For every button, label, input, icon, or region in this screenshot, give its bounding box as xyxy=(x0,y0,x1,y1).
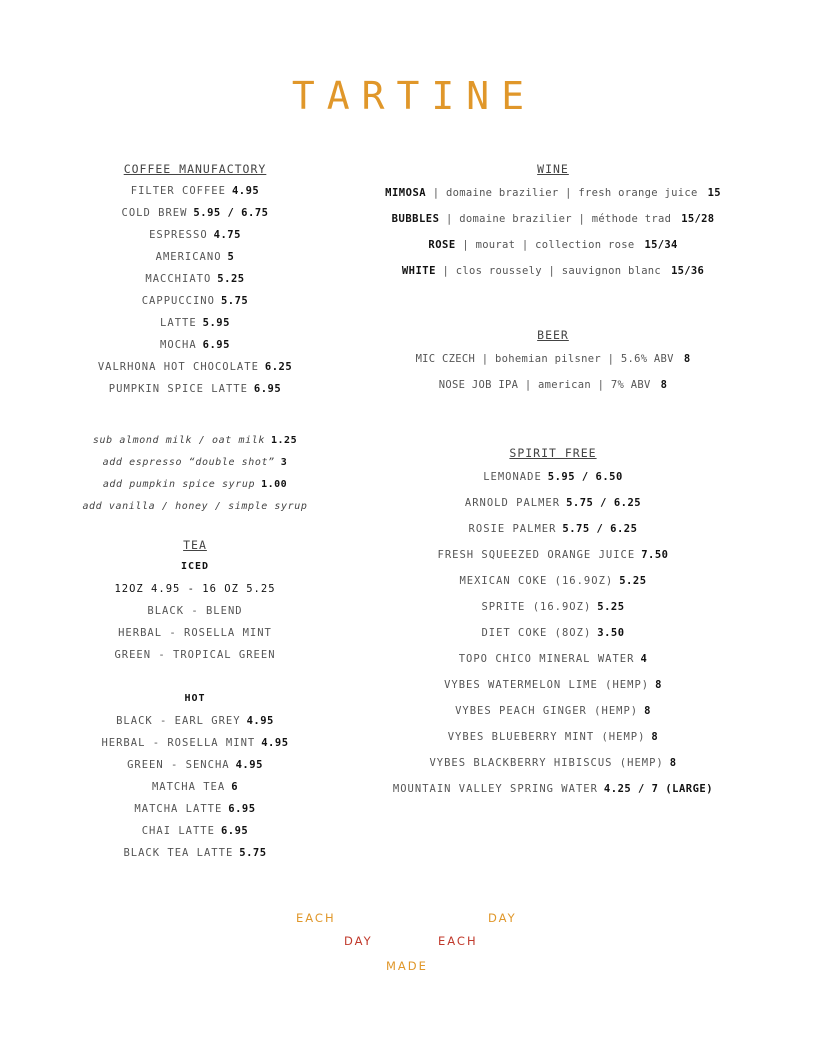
spirit-free-item-price: 8 xyxy=(651,731,659,743)
beer-list xyxy=(340,346,766,398)
spirit-free-item xyxy=(340,542,766,568)
spirit-free-item-price: 5.25 xyxy=(597,601,625,613)
addon-item-price: 1.00 xyxy=(261,479,288,490)
tea-iced-sizes: 12OZ 4.95 - 16 OZ 5.25 xyxy=(114,583,276,595)
tea-hot-label: HOT xyxy=(184,693,206,704)
wine-item-desc: | mourat | collection rose xyxy=(455,239,635,251)
spirit-free-item-price: 7.50 xyxy=(641,549,669,561)
coffee-item-name: FILTER COFFEE xyxy=(130,185,226,197)
coffee-item-name: ESPRESSO xyxy=(149,229,208,241)
wine-item-name: MIMOSA xyxy=(385,187,427,199)
addon-item xyxy=(60,496,330,518)
wine-item-name: WHITE xyxy=(401,265,436,277)
coffee-item xyxy=(60,356,330,378)
addon-item-price: 1.25 xyxy=(271,435,298,446)
iced-tea-item: GREEN - TROPICAL GREEN xyxy=(114,649,276,661)
wine-heading: WINE xyxy=(537,162,569,176)
beer-item-name: NOSE JOB IPA | american | 7% ABV xyxy=(438,379,651,391)
hot-tea-item xyxy=(60,732,330,754)
hot-tea-item-name: BLACK - EARL GREY xyxy=(116,715,241,727)
spirit-free-item-name: VYBES BLUEBERRY MINT (HEMP) xyxy=(447,731,646,743)
hot-tea-list xyxy=(60,710,330,864)
spirit-free-item xyxy=(340,568,766,594)
wine-item xyxy=(340,180,766,206)
hot-tea-item-name: CHAI LATTE xyxy=(141,825,215,837)
spirit-free-item-price: 5.75 / 6.25 xyxy=(566,497,642,509)
coffee-item xyxy=(60,334,330,356)
hot-tea-item-name: MATCHA TEA xyxy=(151,781,226,793)
spirit-free-item-name: DIET COKE (8OZ) xyxy=(481,627,592,639)
wine-item-desc: | domaine brazilier | fresh orange juice xyxy=(426,187,698,199)
footer-word-each-middle: EACH xyxy=(438,934,478,948)
spirit-free-item xyxy=(340,672,766,698)
hot-tea-item xyxy=(60,776,330,798)
coffee-item xyxy=(60,202,330,224)
wine-item-desc: | domaine brazilier | méthode trad xyxy=(439,213,672,225)
addon-item xyxy=(60,430,330,452)
coffee-item-price: 5.95 / 6.75 xyxy=(193,207,269,219)
spirit-free-item xyxy=(340,698,766,724)
beer-item-price: 8 xyxy=(683,353,691,365)
spirit-free-item-name: SPRITE (16.9OZ) xyxy=(481,601,592,613)
addon-item xyxy=(60,452,330,474)
spirit-free-item-name: TOPO CHICO MINERAL WATER xyxy=(458,653,635,665)
coffee-list xyxy=(60,180,330,400)
footer-word-each-top: EACH xyxy=(296,911,336,925)
wine-item-desc: | clos roussely | sauvignon blanc xyxy=(435,265,662,277)
hot-tea-item xyxy=(60,754,330,776)
spirit-free-item-price: 8 xyxy=(655,679,662,691)
beer-item xyxy=(340,372,766,398)
spirit-free-item xyxy=(340,516,766,542)
spirit-free-item xyxy=(340,750,766,776)
wine-list xyxy=(340,180,766,284)
beer-heading: BEER xyxy=(537,328,569,342)
spirit-free-item xyxy=(340,620,766,646)
hot-tea-item-price: 6.95 xyxy=(228,803,256,815)
spirit-free-item-price: 5.95 / 6.50 xyxy=(547,471,623,483)
coffee-item-name: PUMPKIN SPICE LATTE xyxy=(108,383,248,395)
hot-tea-item-price: 6.95 xyxy=(220,825,249,837)
hot-tea-item xyxy=(60,798,330,820)
spirit-free-item-price: 4 xyxy=(640,653,648,665)
wine-item-price: 15/34 xyxy=(644,239,678,251)
hot-tea-item-name: HERBAL - ROSELLA MINT xyxy=(101,737,256,749)
addons-section xyxy=(60,430,330,518)
addon-item-name: add espresso “double shot” xyxy=(102,457,275,468)
beer-section xyxy=(340,324,766,398)
hot-tea-item-price: 4.95 xyxy=(246,715,274,727)
coffee-item-name: CAPPUCCINO xyxy=(141,295,215,307)
coffee-item-name: MOCHA xyxy=(160,339,197,351)
coffee-item-price: 4.75 xyxy=(213,229,241,241)
coffee-item-name: VALRHONA HOT CHOCOLATE xyxy=(97,361,259,373)
coffee-item-price: 6.25 xyxy=(264,361,293,373)
iced-tea-item: HERBAL - ROSELLA MINT xyxy=(118,627,272,639)
footer-word-made: MADE xyxy=(386,959,428,973)
coffee-item-price: 5.75 xyxy=(220,295,249,307)
coffee-heading: COFFEE MANUFACTORY xyxy=(123,162,267,176)
hot-tea-item xyxy=(60,820,330,842)
spirit-free-item xyxy=(340,464,766,490)
beer-item-price: 8 xyxy=(660,379,668,391)
footer-word-day-middle: DAY xyxy=(344,934,373,948)
coffee-item-price: 6.95 xyxy=(202,339,230,351)
coffee-item xyxy=(60,378,330,400)
coffee-item-name: LATTE xyxy=(160,317,197,329)
coffee-item xyxy=(60,290,330,312)
spirit-free-item-name: VYBES BLACKBERRY HIBISCUS (HEMP) xyxy=(429,757,664,769)
spirit-free-item-name: MOUNTAIN VALLEY SPRING WATER xyxy=(392,783,598,795)
beer-item xyxy=(340,346,766,372)
coffee-item-price: 6.95 xyxy=(253,383,282,395)
addon-item-name: sub almond milk / oat milk xyxy=(92,435,266,446)
tea-iced-label: ICED xyxy=(180,561,210,572)
spirit-free-item xyxy=(340,776,766,802)
coffee-item-price: 4.95 xyxy=(231,185,260,197)
spirit-free-item-price: 8 xyxy=(644,705,651,717)
coffee-item-name: MACCHIATO xyxy=(145,273,212,285)
coffee-item-price: 5 xyxy=(227,251,235,263)
footer-word-day-top: DAY xyxy=(488,911,517,925)
spirit-free-item-price: 5.75 / 6.25 xyxy=(562,523,638,535)
spirit-free-item xyxy=(340,646,766,672)
coffee-item xyxy=(60,268,330,290)
addon-item-name: add pumpkin spice syrup xyxy=(102,479,256,490)
spirit-free-item-name: VYBES PEACH GINGER (HEMP) xyxy=(455,705,639,717)
hot-tea-item-name: GREEN - SENCHA xyxy=(127,759,230,771)
spirit-free-heading: SPIRIT FREE xyxy=(509,446,597,460)
coffee-item-price: 5.25 xyxy=(217,273,245,285)
page-title: TARTINE xyxy=(291,74,537,118)
hot-tea-item-price: 4.95 xyxy=(261,737,289,749)
spirit-free-item-name: ARNOLD PALMER xyxy=(464,497,561,509)
hot-tea-item-price: 6 xyxy=(231,781,239,793)
spirit-free-item-price: 8 xyxy=(669,757,677,769)
hot-tea-item xyxy=(60,842,330,864)
wine-item-price: 15/36 xyxy=(671,265,705,277)
coffee-item-name: AMERICANO xyxy=(155,251,222,263)
coffee-item-price: 5.95 xyxy=(202,317,230,329)
spirit-free-item-name: FRESH SQUEEZED ORANGE JUICE xyxy=(437,549,636,561)
wine-item xyxy=(340,258,766,284)
tea-heading: TEA xyxy=(183,538,207,552)
hot-tea-item-name: BLACK TEA LATTE xyxy=(123,847,234,859)
spirit-free-section xyxy=(340,442,766,802)
hot-tea-item-price: 4.95 xyxy=(235,759,263,771)
spirit-free-list xyxy=(340,464,766,802)
coffee-item xyxy=(60,180,330,202)
spirit-free-item-name: ROSIE PALMER xyxy=(468,523,557,535)
wine-item-name: ROSE xyxy=(428,239,456,251)
addon-item xyxy=(60,474,330,496)
hot-tea-item-name: MATCHA LATTE xyxy=(134,803,223,815)
wine-item-price: 15/28 xyxy=(681,213,715,225)
spirit-free-item xyxy=(340,724,766,750)
wine-item xyxy=(340,206,766,232)
addon-item-name: add vanilla / honey / simple syrup xyxy=(82,501,308,512)
spirit-free-item xyxy=(340,594,766,620)
wine-item-price: 15 xyxy=(707,187,721,199)
coffee-item-name: COLD BREW xyxy=(121,207,188,219)
iced-tea-item: BLACK - BLEND xyxy=(147,605,243,617)
spirit-free-item-price: 3.50 xyxy=(597,627,625,639)
spirit-free-item-name: LEMONADE xyxy=(483,471,542,483)
beer-item-name: MIC CZECH | bohemian pilsner | 5.6% ABV xyxy=(415,353,674,365)
coffee-section xyxy=(60,158,330,400)
addon-item-price: 3 xyxy=(280,457,288,468)
spirit-free-item-name: VYBES WATERMELON LIME (HEMP) xyxy=(444,679,650,691)
coffee-item xyxy=(60,246,330,268)
wine-item-name: BUBBLES xyxy=(391,213,440,225)
wine-section xyxy=(340,158,766,284)
wine-item xyxy=(340,232,766,258)
spirit-free-item-name: MEXICAN COKE (16.9OZ) xyxy=(459,575,614,587)
iced-tea-list xyxy=(60,600,330,666)
spirit-free-item-price: 4.25 / 7 (LARGE) xyxy=(603,783,714,795)
coffee-item xyxy=(60,224,330,246)
coffee-item xyxy=(60,312,330,334)
tea-section xyxy=(60,534,330,864)
spirit-free-item-price: 5.25 xyxy=(619,575,647,587)
hot-tea-item-price: 5.75 xyxy=(239,847,267,859)
hot-tea-item xyxy=(60,710,330,732)
addon-list xyxy=(60,430,330,518)
spirit-free-item xyxy=(340,490,766,516)
